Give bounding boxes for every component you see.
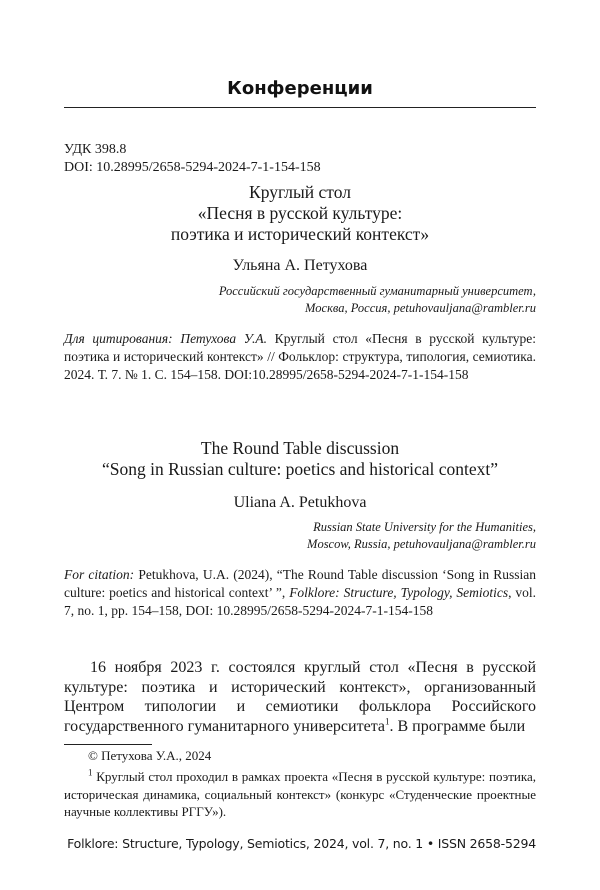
body-paragraph-text: 16 ноября 2023 г. состоялся круглый стол «Песня в русской культуре: поэтика и исторический контекст», организованный Центром типологии и семиотики фольклора Российского государственного гуманитарного университета — [64, 659, 536, 735]
article-title-en — [64, 438, 536, 480]
citation-en-label: For citation: — [64, 567, 135, 582]
footnote-1-number: 1 — [88, 767, 93, 778]
citation-en-text-1: Petukhova, U.A. (2024), “The Round Table discussion ‘Song in Russian culture: poetics and historical context’ ”, — [64, 567, 536, 600]
udk-code: УДК 398.8 — [64, 142, 127, 157]
section-divider — [64, 107, 536, 108]
doi-line: DOI: 10.28995/2658-5294-2024-7-1-154-158 — [64, 160, 321, 175]
section-heading: Конференции — [227, 78, 373, 99]
article-title-ru — [64, 182, 536, 245]
footnote-1 — [64, 768, 536, 821]
citation-ru-text: Круглый стол «Песня в русской культуре: поэтика и исторический контекст» // Фольклор: структура, типология, семиотика. 2024. Т. 7. № 1. С. 154–158. DOI:10.28995/2658-5294-2024-7-1-154-158 — [64, 331, 536, 382]
footnote-ref-1[interactable]: 1 — [384, 716, 390, 727]
affiliation-ru-line-1: Российский государственный гуманитарный университет, — [218, 284, 536, 298]
body-paragraph-end: . В программе были — [389, 717, 526, 735]
affiliation-en-line-2: Moscow, Russia, petuhovauljana@rambler.ru — [307, 537, 536, 551]
citation-ru — [64, 330, 536, 384]
citation-en-text-2: , vol. 7, no. 1, pp. 154–158, DOI: 10.28995/2658-5294-2024-7-1-154-158 — [64, 585, 536, 618]
title-en-line-1: The Round Table discussion — [200, 438, 400, 458]
footnote-1-text: Круглый стол проходил в рамках проекта «Песня в русской культуре: поэтика, историческая динамика, социальный контекст» (конкурс «Студенческие проектные научные коллективы РГГУ»). — [64, 769, 536, 819]
citation-en — [64, 566, 536, 620]
citation-ru-label: Для цитирования: Петухова У.А. — [64, 331, 267, 346]
title-en-line-2: “Song in Russian culture: poetics and historical context” — [101, 459, 499, 479]
affiliation-ru — [64, 283, 536, 317]
affiliation-en — [64, 519, 536, 553]
footnote-divider — [64, 744, 152, 745]
author-ru: Ульяна А. Петухова — [232, 257, 368, 274]
citation-en-journal: Folklore: Structure, Typology, Semiotics — [289, 585, 509, 600]
body-paragraph — [64, 658, 536, 736]
title-ru-line-2: «Песня в русской культуре: — [197, 203, 403, 223]
page-footer: Folklore: Structure, Typology, Semiotics, 2024, vol. 7, no. 1 • ISSN 2658-5294 — [67, 836, 536, 851]
title-ru-line-3: поэтика и исторический контекст» — [170, 224, 430, 244]
affiliation-ru-line-2: Москва, Россия, petuhovauljana@rambler.ru — [305, 301, 536, 315]
title-ru-line-1: Круглый стол — [249, 182, 351, 202]
author-en: Uliana A. Petukhova — [233, 494, 367, 511]
copyright-note: © Петухова У.А., 2024 — [88, 748, 212, 763]
affiliation-en-line-1: Russian State University for the Humanities, — [313, 520, 536, 534]
